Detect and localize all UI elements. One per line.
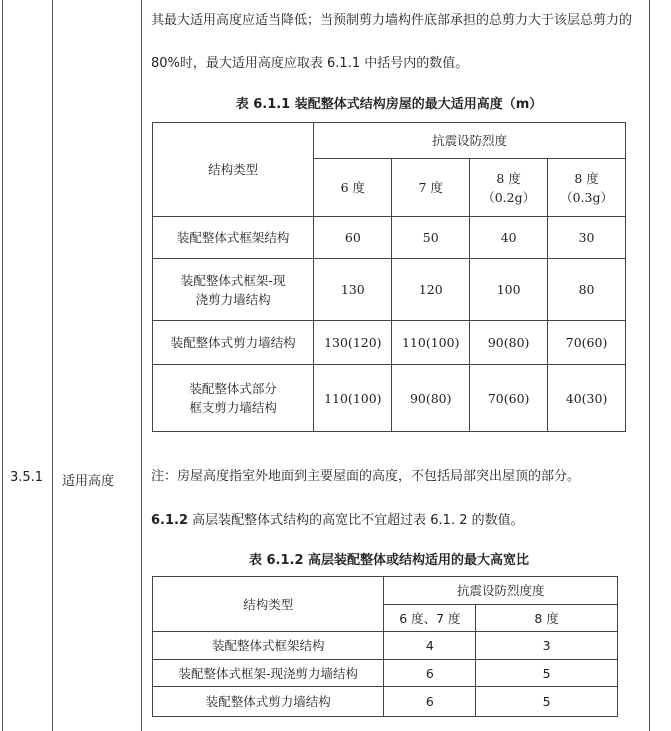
table1-header-type: 结构类型: [153, 123, 314, 217]
table-row: 装配整体式框架结构 4 3: [153, 632, 618, 660]
table1-col-header: 8 度 （0.3g）: [548, 159, 626, 217]
table1-col-header: 6 度: [314, 159, 392, 217]
table2-caption: 表 6.1.2 高层装配整体或结构适用的最大高宽比: [248, 553, 530, 568]
column-divider: [141, 0, 142, 731]
height-table: [152, 122, 626, 432]
table-row: 装配整体式剪力墙结构 6 5: [153, 687, 618, 717]
intro-line-1: 其最大适用高度应适当降低；当预制剪力墙构件底部承担的总剪力大于该层总剪力的: [151, 13, 633, 28]
table-row: 装配整体式部分 框支剪力墙结构 110(100) 90(80) 70(60) 40(30): [153, 365, 626, 432]
table-row: 装配整体式剪力墙结构 130(120) 110(100) 90(80) 70(60): [153, 321, 626, 365]
table1-header-group: 抗震设防烈度: [314, 123, 626, 159]
table1-col-header: 8 度 （0.2g）: [470, 159, 548, 217]
table1-col-header: 7 度: [392, 159, 470, 217]
table-row: 装配整体式框架结构 60 50 40 30: [153, 217, 626, 259]
clause-item: 适用高度: [62, 474, 115, 489]
table2-header-type: 结构类型: [153, 577, 384, 632]
table2-col-header: 6 度、7 度: [384, 605, 476, 632]
clause-number: 3.5.1: [10, 470, 44, 485]
table1-caption: 表 6.1.1 装配整体式结构房屋的最大适用高度（m）: [235, 97, 543, 112]
table-row: 装配整体式框架-现 浇剪力墙结构 130 120 100 80: [153, 259, 626, 321]
table2-header-group: 抗震设防烈度度: [384, 577, 618, 605]
clause-6-1-2: 6.1.2 高层装配整体式结构的高宽比不宜超过表 6.1. 2 的数值。: [151, 513, 524, 528]
intro-line-2: 80%时，最大适用高度应取表 6.1.1 中括号内的数值。: [151, 56, 469, 71]
table-row: 装配整体式框架-现浇剪力墙结构 6 5: [153, 660, 618, 687]
table1-note: 注：房屋高度指室外地面到主要屋面的高度，不包括局部突出屋顶的部分。: [151, 469, 581, 484]
column-divider: [52, 0, 53, 731]
table2-col-header: 8 度: [476, 605, 618, 632]
ratio-table: [152, 576, 618, 717]
